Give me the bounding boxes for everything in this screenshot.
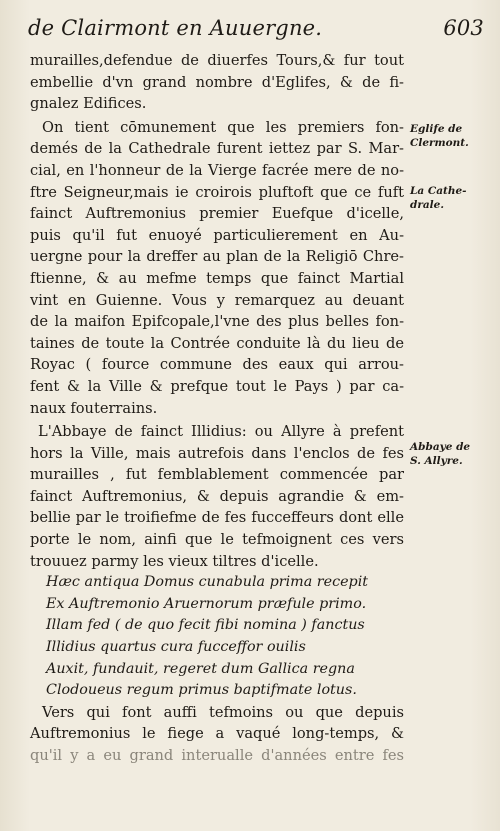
margin-note-line: La Cathe- <box>410 185 467 197</box>
text-line: trouuez parmy les vieux tiltres d'icelle. <box>30 552 319 570</box>
text-line: On tient cōmunement que les premiers fon- <box>42 118 404 136</box>
text-line: L'Abbaye de fainct Illidius: ou Allyre à prefent <box>38 423 404 441</box>
text-line: vint en Guienne. Vous y remarquez au deuant <box>30 291 404 309</box>
text-line: cial, en l'honneur de la Vierge facrée mere de no- <box>30 161 404 179</box>
margin-note-line: S. Allyre. <box>410 455 463 467</box>
text-line: hors la Ville, mais autrefois dans l'enclos de fes <box>30 444 404 462</box>
margin-note-line: drale. <box>410 199 445 211</box>
text-line: uergne pour la dreffer au plan de la Religiō Chre- <box>30 248 404 266</box>
text-line: ftre Seigneur,mais ie croirois pluftoft que ce fuft <box>30 183 404 201</box>
verse-line: Illam fed ( de quo fecit fibi nomina ) fanctus <box>46 617 365 634</box>
margin-note-eglise <box>410 122 494 150</box>
margin-note-line: Clermont. <box>410 137 469 149</box>
text-line: de la maifon Epifcopale,l'vne des plus belles fon- <box>30 313 404 331</box>
text-line: demés de la Cathedrale furent iettez par S. Mar- <box>30 140 404 158</box>
text-line: Vers qui font auffi tefmoins ou que depuis <box>42 703 404 721</box>
text-line: embellie d'vn grand nombre d'Eglifes, & de fi- <box>30 73 404 91</box>
text-line: taines de toute la Contrée conduite là du lieu de <box>30 334 404 352</box>
margin-note-abbaye <box>410 440 494 468</box>
margin-note-line: Eglife de <box>410 123 463 135</box>
text-line: fainct Auftremonius, & depuis agrandie & em- <box>30 487 404 505</box>
text-line: Auftremonius le fiege a vaqué long-temps, & <box>30 725 404 743</box>
verse-line: Ex Auftremonio Aruernorum præfule primo. <box>46 595 367 612</box>
text-line: porte le nom, ainfi que le tefmoignent ces vers <box>30 531 404 549</box>
text-line: murailles,defendue de diuerfes Tours,& fur tout <box>30 52 404 69</box>
text-line: naux fouterrains. <box>30 399 158 417</box>
verse-line: Auxit, fundauit, regeret dum Gallica regna <box>46 660 355 677</box>
text-line: fent & la Ville & prefque tout le Pays ) par ca- <box>30 377 404 395</box>
text-line: fainct Auftremonius premier Euefque d'icelle, <box>30 205 404 223</box>
page-number: 603 <box>443 16 484 40</box>
text-line: Royac ( fource commune des eaux qui arrou- <box>30 356 404 374</box>
text-line: ftienne, & au mefme temps que fainct Martial <box>30 269 404 287</box>
verse-line: Clodoueus regum primus baptifmate lotus. <box>46 682 357 699</box>
text-line: bellie par le troifiefme de fes fucceffeurs dont elle <box>30 509 404 527</box>
text-line: qu'il y a eu grand interualle d'années entre fes <box>30 747 404 764</box>
margin-note-line: Abbaye de <box>410 441 471 453</box>
running-title: de Clairmont en Auuergne. <box>28 16 323 40</box>
text-line: puis qu'il fut enuoyé particulierement en Au- <box>30 226 404 244</box>
verse-line: Illidius quartus cura fucceffor ouilis <box>46 639 306 656</box>
text-line: murailles , fut femblablement commencée par <box>30 466 404 484</box>
text-line: gnalez Edifices. <box>30 95 147 113</box>
verse-line: Hæc antiqua Domus cunabula prima recepit <box>46 574 369 591</box>
body-text <box>30 50 404 767</box>
margin-note-cathedrale <box>410 184 494 212</box>
